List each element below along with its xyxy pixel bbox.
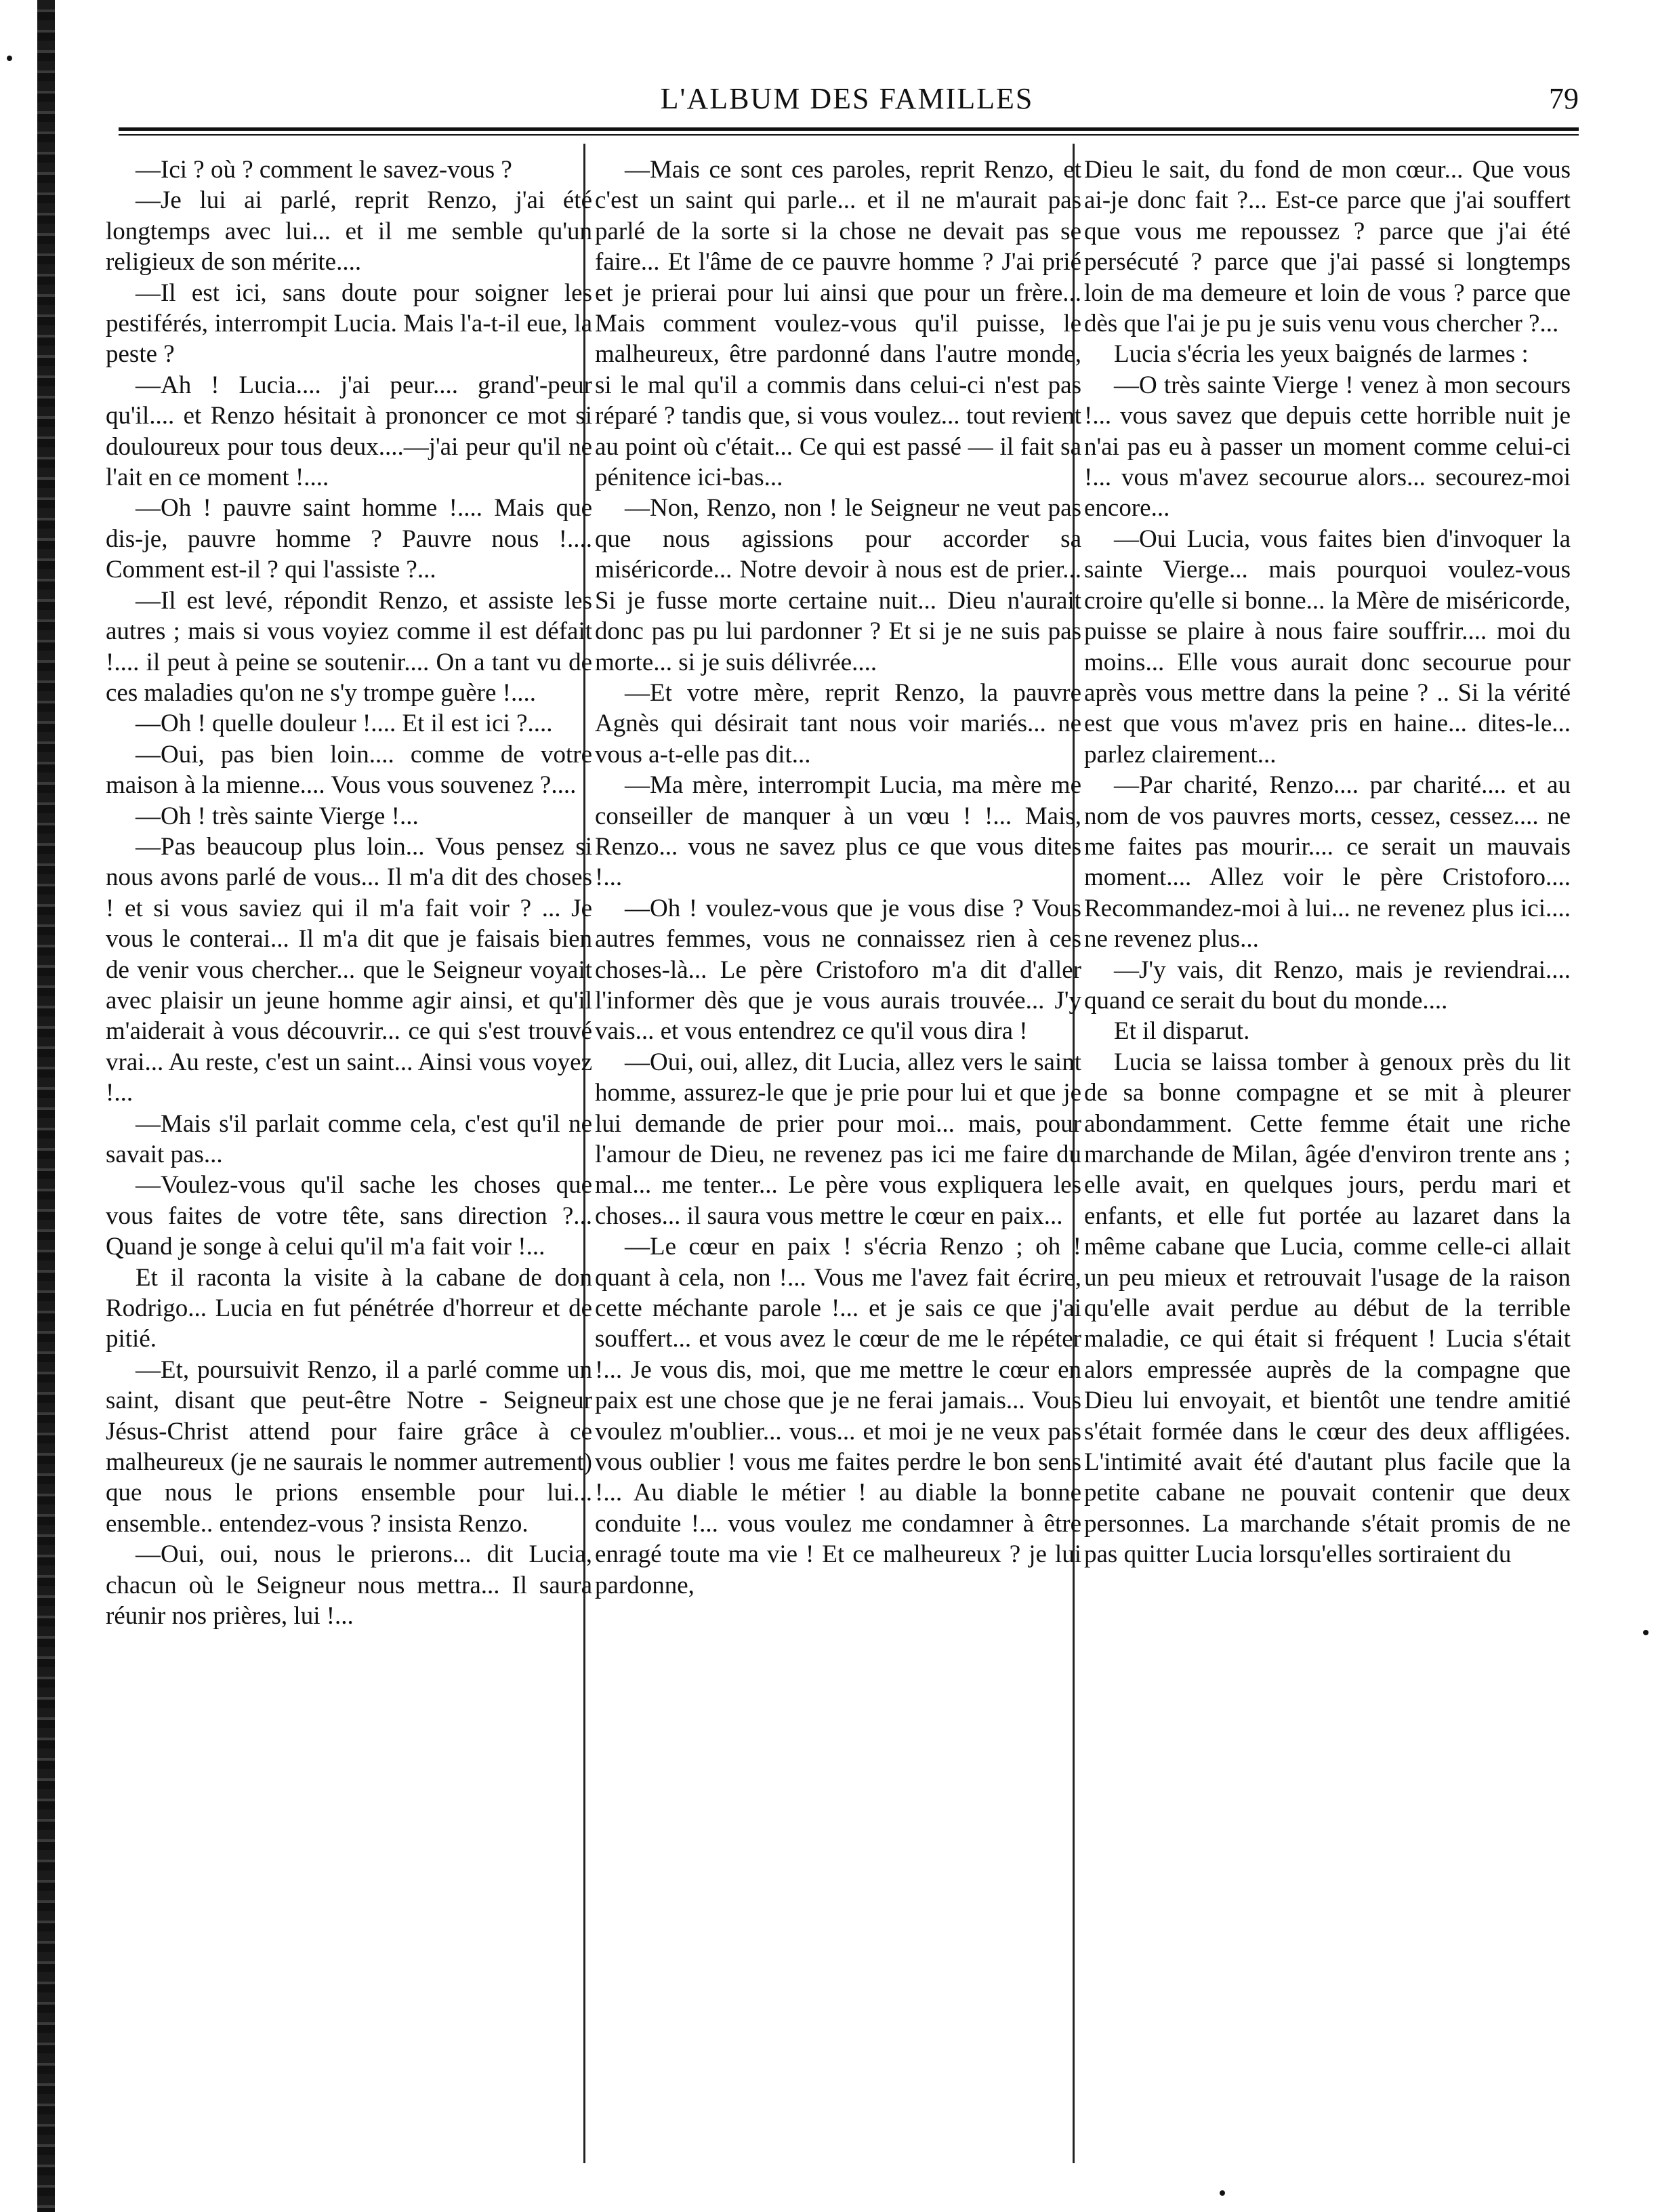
book-binding-edge (37, 0, 55, 2212)
paragraph: —Il est levé, répondit Renzo, et assiste les autres ; mais si vous voyiez comme il est défait !.... il peut à peine se soutenir.... On a tant vu de ces maladies qu'on ne s'y trompe guère !.... (106, 586, 592, 707)
text-column-3 (1084, 155, 1571, 2160)
paragraph: —Ici ? où ? comment le savez-vous ? (136, 156, 512, 184)
scan-speck (1220, 2190, 1225, 2196)
paragraph: —Oh ! pauvre saint homme !.... Mais que dis-je, pauvre homme ? Pauvre nous !.... Comment est-il ? qui l'assiste ?... (106, 494, 592, 584)
paragraph: —O très sainte Vierge ! venez à mon secours !... vous savez que depuis cette horrible nuit je n'ai pas eu à passer un moment comme celui-ci !... vous m'avez secourue alors... secourez-moi encore... (1084, 371, 1571, 523)
paragraph: Et il disparut. (1114, 1017, 1250, 1046)
paragraph: —Oui Lucia, vous faites bien d'invoquer la sainte Vierge... mais pourquoi voulez-vous croire qu'elle si bonne... la Mère de miséricorde, puisse se plaire à nous faire souffrir.... moi du moins... Elle vous aurait donc secourue pour après vous mettre dans la peine ? .. Si la vérité est que vous m'avez pris en haine... dites-le... parlez clairement... (1084, 525, 1571, 769)
paragraph: —Ma mère, interrompit Lucia, ma mère me conseiller de manquer à un vœu ! !... Mais, Renzo... vous ne savez plus ce que vous dites !... (595, 771, 1081, 892)
page-header (115, 76, 1579, 123)
paragraph: —Oui, oui, allez, dit Lucia, allez vers le saint homme, assurez-le que je prie pour lui et que je lui demande de prier pour moi... mais, pour l'amour de Dieu, ne revenez pas ici me faire du mal... me tenter... Le père vous expliquera les choses... il saura vous mettre le cœur en paix... (595, 1048, 1081, 1230)
paragraph: —Oui, oui, nous le prierons... dit Lucia, chacun où le Seigneur nous mettra... Il saura réunir nos prières, lui !... (106, 1540, 592, 1631)
paragraph: —Non, Renzo, non ! le Seigneur ne veut pas que nous agissions pour accorder sa miséricorde... Notre devoir à nous est de prier... Si je fusse morte certaine nuit... Dieu n'aurait donc pas pu lui pardonner ? Et si je ne suis pas morte... si je suis délivrée.... (595, 494, 1081, 676)
paragraph: —Pas beaucoup plus loin... Vous pensez si nous avons parlé de vous... Il m'a dit des choses ! et si vous saviez qui il m'a fait voir ? ... Je vous le conterai... Il m'a dit que je faisais bien de venir vous chercher... que le Seigneur voyait avec plaisir un jeune homme agir ainsi, et qu'il m'aiderait à vous découvrir... ce qui s'est trouvé vrai... Au reste, c'est un saint... Ainsi vous voyez !... (106, 832, 592, 1107)
paragraph: —Il est ici, sans doute pour soigner les pestiférés, interrompit Lucia. Mais l'a-t-il eue, la peste ? (106, 279, 592, 369)
paragraph: Lucia se laissa tomber à genoux près du lit de sa bonne compagne et se mit à pleurer abondamment. Cette femme était une riche marchande de Milan, âgée d'environ trente ans ; elle avait, en quelques jours, perdu mari et enfants, et elle fut portée au lazaret dans la même cabane que Lucia, comme celle-ci allait un peu mieux et retrouvait l'usage de la raison qu'elle avait perdue au début de la terrible maladie, ce qui était si fréquent ! Lucia s'était alors empressée auprès de la compagne que Dieu lui envoyait, et bientôt une tendre amitié s'était formée dans le cœur des deux affligées. L'intimité avait été d'autant plus facile que la petite cabane ne pouvait contenir que deux personnes. La marchande s'était promis de ne pas quitter Lucia lorsqu'elles sortiraient du (1084, 1048, 1571, 1569)
header-rule-thin (119, 134, 1579, 136)
paragraph: Lucia s'écria les yeux baignés de larmes : (1114, 340, 1529, 369)
paragraph: —Et, poursuivit Renzo, il a parlé comme un saint, disant que peut-être Notre - Seigneur Jésus-Christ attend pour faire grâce à ce malheureux (je ne saurais le nommer autrement) que nous le prions ensemble pour lui... ensemble.. entendez-vous ? insista Renzo. (106, 1355, 592, 1538)
paragraph-continued: Dieu le sait, du fond de mon cœur... Que vous ai-je donc fait ?... Est-ce parce que j'ai souffert que vous me repoussez ? parce que j'ai été persécuté ? parce que j'ai passé si longtemps loin de ma demeure et loin de vous ? parce que dès que l'ai je pu je suis venu vous chercher ?... (1084, 156, 1571, 338)
paragraph: —Oh ! quelle douleur !.... Et il est ici ?.... (136, 710, 553, 738)
paragraph: —Ah ! Lucia.... j'ai peur.... grand'-peur qu'il.... et Renzo hésitait à prononcer ce mot si douloureux pour tous deux....—j'ai peur qu'il ne l'ait en ce moment !.... (106, 371, 592, 492)
paragraph: —Je lui ai parlé, reprit Renzo, j'ai été longtemps avec lui... et il me semble qu'un religieux de son mérite.... (106, 186, 592, 276)
paragraph: —Oh ! très sainte Vierge !... (136, 802, 419, 830)
paragraph: —Oh ! voulez-vous que je vous dise ? Vous autres femmes, vous ne connaissez rien à ces choses-là... Le père Cristoforo m'a dit d'aller l'informer dès que je vous aurais trouvée... J'y vais... et vous entendrez ce qu'il vous dira ! (595, 894, 1081, 1046)
text-column-2 (595, 155, 1081, 2160)
page-number: 79 (1549, 82, 1579, 115)
paragraph: —J'y vais, dit Renzo, mais je reviendrai.... quand ce serait du bout du monde.... (1084, 956, 1571, 1015)
running-title: L'ALBUM DES FAMILLES (660, 82, 1034, 115)
paragraph: —Oui, pas bien loin.... comme de votre maison à la mienne.... Vous vous souvenez ?.... (106, 740, 592, 800)
paragraph: —Mais ce sont ces paroles, reprit Renzo, et c'est un saint qui parle... et il ne m'aurait pas parlé de la sorte si la chose ne devait pas se faire... Et l'âme de ce pauvre homme ? J'ai prié et je prierai pour lui ainsi que pour un frère... Mais comment voulez-vous qu'il puisse, le malheureux, être pardonné dans l'autre monde, si le mal qu'il a commis dans celui-ci n'est pas réparé ? tandis que, si vous voulez... tout revient au point où c'était... Ce qui est passé — il fait sa pénitence ici-bas... (595, 156, 1081, 492)
scan-speck (1643, 1630, 1649, 1635)
paragraph: —Le cœur en paix ! s'écria Renzo ; oh ! quant à cela, non !... Vous me l'avez fait écrire, cette méchante parole !... et je sais ce que j'ai souffert... et vous avez le cœur de me le répéter !... Je vous dis, moi, que me mettre le cœur en paix est une chose que je ne ferai jamais... Vous voulez m'oublier... vous... et moi je ne veux pas vous oublier ! vous me faites perdre le bon sens !... Au diable le métier ! au diable la bonne conduite !... vous voulez me condamner à être enragé toute ma vie ! Et ce malheureux ? je lui pardonne, (595, 1233, 1081, 1599)
paragraph: —Mais s'il parlait comme cela, c'est qu'il ne savait pas... (106, 1109, 592, 1168)
paragraph: Et il raconta la visite à la cabane de don Rodrigo... Lucia en fut pénétrée d'horreur et de pitié. (106, 1263, 592, 1353)
paragraph: —Et votre mère, reprit Renzo, la pauvre Agnès qui désirait tant nous voir mariés... ne vous a-t-elle pas dit... (595, 678, 1081, 769)
paragraph: —Par charité, Renzo.... par charité.... et au nom de vos pauvres morts, cessez, cessez.... ne me faites pas mourir.... ce serait un mauvais moment.... Allez voir le père Cristoforo.... Recommandez-moi à lui... ne revenez plus ici.... ne revenez plus... (1084, 771, 1571, 954)
scan-speck (7, 56, 12, 61)
text-column-1 (106, 155, 592, 2160)
header-rule (119, 127, 1579, 131)
paragraph: —Voulez-vous qu'il sache les choses que vous faites de votre tête, sans direction ?... Quand je songe à celui qu'il m'a fait voir !... (106, 1171, 592, 1261)
